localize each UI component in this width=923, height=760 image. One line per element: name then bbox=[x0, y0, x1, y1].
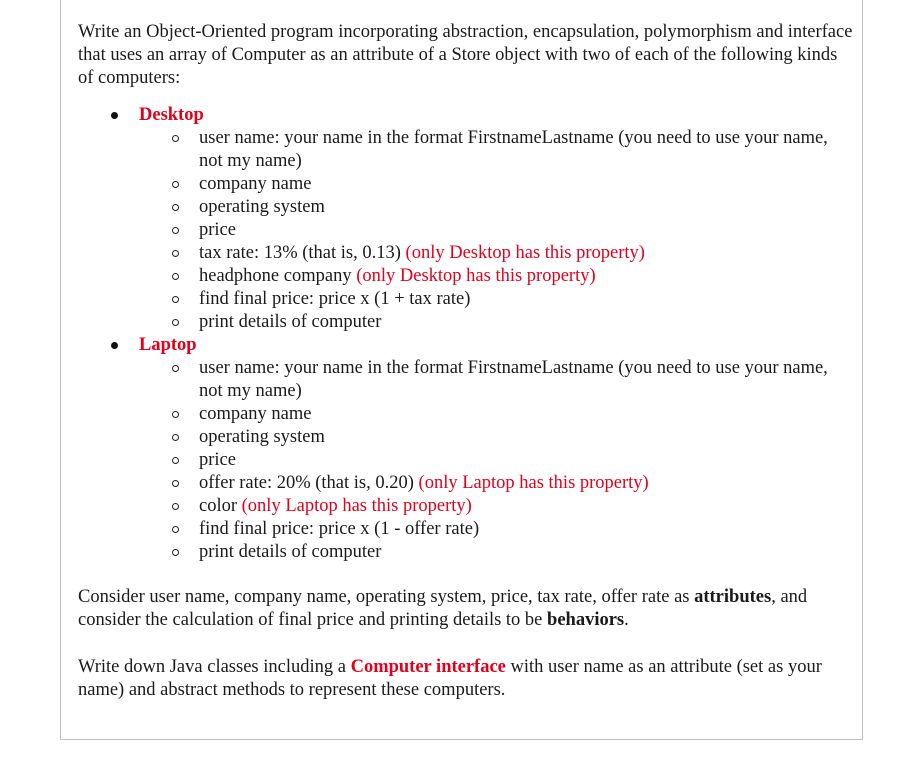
item-text: user name: your name in the format FirstnameLastname (you need to use your name, not my name) bbox=[199, 358, 828, 401]
section-title: Laptop bbox=[139, 335, 197, 355]
list-item bbox=[139, 472, 853, 495]
list-item bbox=[139, 403, 853, 426]
item-text: tax rate: 13% (that is, 0.13) bbox=[199, 243, 406, 263]
circle-bullet-icon bbox=[172, 273, 179, 280]
list-item bbox=[139, 357, 853, 403]
section-laptop bbox=[78, 334, 853, 564]
item-text: print details of computer bbox=[199, 542, 382, 562]
list-item bbox=[139, 311, 853, 334]
item-text: headphone company bbox=[199, 266, 357, 286]
circle-bullet-icon bbox=[172, 319, 179, 326]
circle-bullet-icon bbox=[172, 503, 179, 510]
document-body bbox=[78, 21, 853, 702]
circle-bullet-icon bbox=[172, 181, 179, 188]
list-item bbox=[139, 288, 853, 311]
item-text: print details of computer bbox=[199, 312, 382, 332]
item-text: company name bbox=[199, 174, 312, 194]
attributes-paragraph: Consider user name, company name, operating system, price, tax rate, offer rate as attributes, and consider the calculation of final price and printing details to be behaviors. bbox=[78, 587, 808, 630]
list-item bbox=[139, 495, 853, 518]
circle-bullet-icon bbox=[172, 135, 179, 142]
computer-list bbox=[78, 104, 853, 564]
item-text: price bbox=[199, 450, 236, 470]
item-text: operating system bbox=[199, 197, 325, 217]
interface-paragraph: Write down Java classes including a Computer interface with user name as an attribute (set as your name) and abstract methods to represent these computers. bbox=[78, 657, 822, 700]
item-text: user name: your name in the format FirstnameLastname (you need to use your name, not my name) bbox=[199, 128, 828, 171]
circle-bullet-icon bbox=[172, 434, 179, 441]
list-item bbox=[139, 265, 853, 288]
item-text: company name bbox=[199, 404, 312, 424]
computer-interface-term: Computer interface bbox=[350, 657, 506, 677]
list-item bbox=[139, 449, 853, 472]
property-note: (only Desktop has this property) bbox=[356, 266, 596, 286]
list-item bbox=[139, 127, 853, 173]
behaviors-term: behaviors bbox=[547, 610, 625, 630]
circle-bullet-icon bbox=[172, 365, 179, 372]
list-item bbox=[139, 518, 853, 541]
item-text: operating system bbox=[199, 427, 325, 447]
list-item bbox=[139, 242, 853, 265]
list-item bbox=[139, 426, 853, 449]
item-text: color bbox=[199, 496, 242, 516]
item-text: find final price: price x (1 - offer rate) bbox=[199, 519, 480, 539]
property-list bbox=[139, 357, 853, 564]
list-item bbox=[139, 196, 853, 219]
circle-bullet-icon bbox=[172, 411, 179, 418]
section-desktop bbox=[78, 104, 853, 334]
intro-paragraph: Write an Object-Oriented program incorporating abstraction, encapsulation, polymorphism and interface that uses an array of Computer as an attribute of a Store object with two of each of the following kinds of computers: bbox=[78, 22, 853, 88]
property-list bbox=[139, 127, 853, 334]
attributes-term: attributes bbox=[694, 587, 772, 607]
list-item bbox=[139, 219, 853, 242]
item-text: offer rate: 20% (that is, 0.20) bbox=[199, 473, 419, 493]
bullet-icon bbox=[111, 112, 118, 119]
item-text: price bbox=[199, 220, 236, 240]
section-title: Desktop bbox=[139, 105, 204, 125]
circle-bullet-icon bbox=[172, 204, 179, 211]
circle-bullet-icon bbox=[172, 480, 179, 487]
circle-bullet-icon bbox=[172, 549, 179, 556]
list-item bbox=[139, 173, 853, 196]
property-note: (only Desktop has this property) bbox=[405, 243, 645, 263]
property-note: (only Laptop has this property) bbox=[241, 496, 472, 516]
item-text: find final price: price x (1 + tax rate) bbox=[199, 289, 471, 309]
circle-bullet-icon bbox=[172, 296, 179, 303]
circle-bullet-icon bbox=[172, 457, 179, 464]
circle-bullet-icon bbox=[172, 250, 179, 257]
bullet-icon bbox=[111, 342, 118, 349]
list-item bbox=[139, 541, 853, 564]
circle-bullet-icon bbox=[172, 227, 179, 234]
property-note: (only Laptop has this property) bbox=[418, 473, 649, 493]
circle-bullet-icon bbox=[172, 526, 179, 533]
